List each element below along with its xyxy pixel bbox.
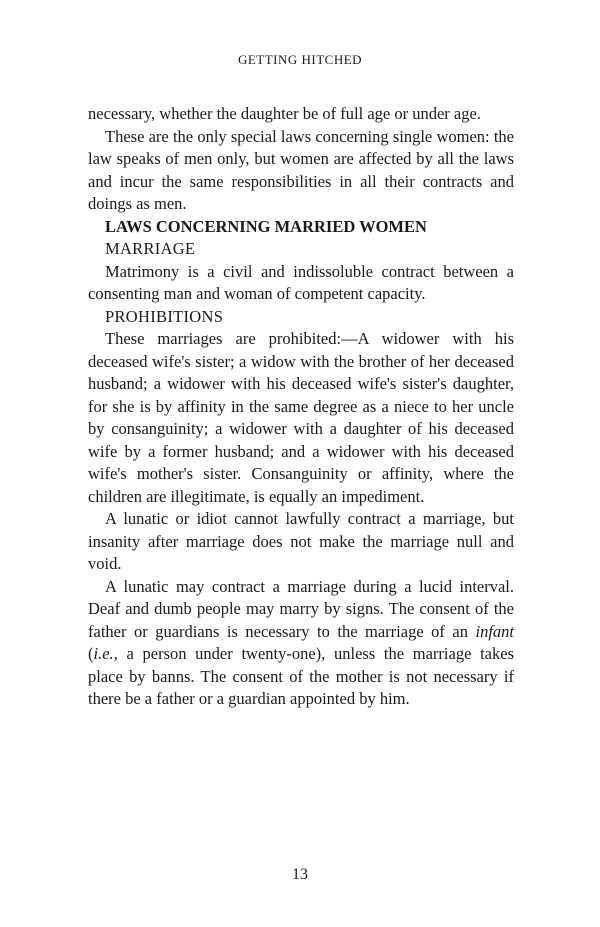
prohibitions-paragraph-2: A lunatic or idiot cannot lawfully contract a marriage, but insanity after marriage does not make the marriage null and void. [88,509,514,573]
body-text [88,103,514,711]
p3-text-3: , a person under twenty-one), unless the marriage takes place by banns. The consent of the mother is not necessary if there be a father or a guardian appointed by him. [88,644,514,708]
prohibitions-paragraph-3 [88,576,514,711]
p3-text-2: ( [88,644,94,663]
marriage-heading: MARRIAGE [105,239,196,258]
running-head: GETTING HITCHED [237,52,363,67]
p3-text-1: A lunatic may contract a marriage during a lucid interval. Deaf and dumb people may marry by signs. The consent of the father or guardians is necessary to the marriage of an [88,576,514,641]
section-title: LAWS CONCERNING MARRIED WOMEN [105,216,427,236]
single-women-paragraph: These are the only special laws concerning single women: the law speaks of men only, but women are affected by all the laws and incur the same responsibilities in all their contracts and doings as men. [88,126,514,213]
prohibitions-paragraph-1: These marriages are prohibited:—A widower with his deceased wife's sister; a widow with the brother of her deceased husband; a widower with his deceased wife's sister's daughter, for she is by affinity in the same degree as a niece to her uncle by consanguinity; a widower with a daughter of his deceased wife by a former husband; and a widower with his deceased wife's mother's sister. Consanguinity or affinity, where the children are illegitimate, is equally an impediment. [88,329,514,506]
marriage-paragraph: Matrimony is a civil and indissoluble contract between a consenting man and woman of competent capacity. [88,261,514,303]
page-number: 13 [292,866,308,883]
p3-italic-ie: i.e. [93,644,114,663]
prohibitions-heading: PROHIBITIONS [105,306,224,326]
continuation-paragraph: necessary, whether the daughter be of full age or under age. [88,104,481,123]
p3-italic-infant: infant [475,621,514,641]
